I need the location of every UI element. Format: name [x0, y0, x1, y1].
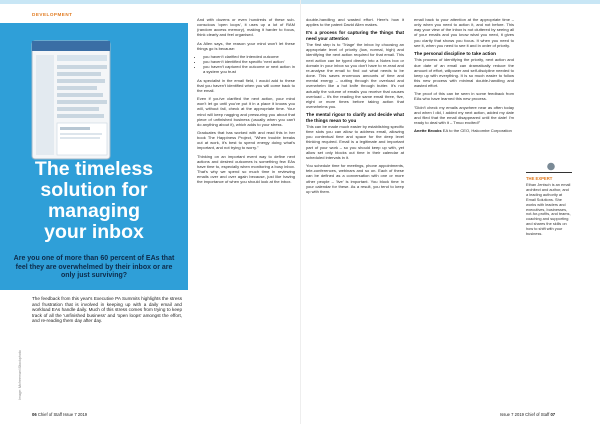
author-photo-icon: [538, 162, 564, 171]
intro-paragraph: The feedback from this year's Executive PA Summits highlights the stress and frustration that is involved in keeping up with a daily email and workload EAs handle daily. Much of this stress comes from trying to keep track of all the 'unfinished business' and 'open loops' amongst the effort, and re-reading them day after day.: [32, 296, 182, 324]
expert-boxout: [526, 172, 572, 261]
paragraph: The proof of this can be seen in some feedback from EAs who have learned this new process.: [414, 91, 514, 102]
section-tag: DEVELOPMENT: [32, 12, 73, 17]
paragraph: As specialist in the email field, I would add to these that you haven't identified when you will come back to the email.: [197, 77, 295, 93]
column-3: [306, 17, 404, 197]
headline-line-1: The timeless: [34, 158, 154, 180]
list-item: • you haven't clarified the intended outcome: [203, 54, 295, 59]
paragraph: Graduates that has worked with and read this in her book The Happiness Project, "When trouble breaks out at work, it's best to spend energy doing what's important, and not trying to worry.": [197, 129, 295, 151]
boxout-body: Ethan Jentsch is an email architect and author, and a leading authority at Email Solutions. She works with leaders and executives, businesses, not-for-profits, and teams, coaching and supporting and shares the skills on how to shift with your business.: [526, 182, 571, 237]
paragraph: As Allen says, the reason your mind won't let these things go is because:: [197, 40, 295, 51]
magazine-name: Chief of Staff: [37, 412, 62, 417]
paragraph: You schedule time for meetings, phone appointments, tele-conferences, webinars and so on. Each of these can be defined as a conversation with one or more other people – 'live' is important. You block time in your calendar for these. As a result, you tend to keep up with them.: [306, 163, 404, 194]
paragraph: The first step is to 'Triage' the inbox by choosing an appropriate level of priority (low, normal, high) and identifying the next action required for that email. This next action can be typed directly into a Notes box or domain in your inbox so you don't have to re-read and re-analyse the email to find out what needs to be done. This saves enormous amounts of time and mental energy – cutting through the overload and overwhelm like a hot knife through butter. It's not actually the volume of emails you receive that causes overload – it's the reading the same email three, five, eight or more times before taking action that overwhelms you.: [306, 42, 404, 109]
magazine-name: Chief of Staff: [525, 412, 550, 417]
paragraph: This process of identifying the priority, next action and due date of an email can dramatically reduce the amount of effort, willpower and self-discipline needed to keep up with everything. It is so much easier to follow this new process with minimal double-handling and wasted effort.: [414, 57, 514, 89]
list-item: • you haven't identified the specific 'next action': [203, 59, 295, 64]
photo-credit: Image: Mcfreeman/iStockphoto: [18, 350, 22, 400]
footer-left: [32, 412, 87, 417]
column-4: [414, 17, 514, 136]
quote: "Didn't check my emails anywhere near as often today and when I did, I added my next action, added my date and filed that the email disappeared until the date! I'm ready to deal with it – Tmuo excited!": [414, 104, 514, 126]
paragraph: This can be made much easier by establishing specific time slots you can allow to address email, allowing you contextual time and space for the deep level thinking required. Email is a legitimate and important part of your work – so you should keep up with, yet allow set only blocks out time in their calendar at scheduled intervals in it.: [306, 123, 404, 160]
paragraph: email back to your attention at the appropriate time – only when you need to action it, and not before. This way your view of the inbox is not cluttered by seeing all of your emails and you know what you need, it gives you clarity that shows you focus. It when you need to see it, when you need to see it and in order of priority.: [414, 17, 514, 48]
boxout-heading: THE EXPERT: [526, 176, 553, 181]
paragraph: Thinking on an important event way to define next actions and desired outcomes is something few EAs have time to, especially when monitoring a busy inbox. That's why we spend so much time in reviewing emails over and over again because, just like having the importance of when you should look at the inbox.: [197, 153, 295, 185]
bullet-list: [197, 54, 295, 75]
column-2: [197, 17, 295, 188]
issue-label: Issue 7 2019: [500, 412, 524, 417]
headline-line-3: managing: [47, 200, 141, 222]
paragraph: And with dozens or even hundreds of these sub-conscious 'open loops', it uses up a lot of RAM (random access memory), making it harder to focus, think clearly and feel organised.: [197, 17, 295, 38]
headline: [0, 159, 188, 243]
subheading: It's a process for capturing the things that need your attention: [306, 30, 404, 41]
paragraph: Even if you've clarified the next action, your mind won't let go until you've put it in a place it knows you will, without fail, check at the appropriate time. Your mind will keep nagging and pressuring you about that piece of unfinished business (usually when you can't do anything about it), which adds to your stress.: [197, 96, 295, 127]
list-item: • you haven't captured the outcome or next action in a system you trust: [203, 64, 295, 74]
quote-author: Anette Brooks: [414, 128, 442, 134]
column-1: [32, 296, 182, 327]
hero-panel: [0, 23, 188, 290]
quote-role: EA to the CEO, Halcombe Corporation: [442, 128, 512, 134]
page-gutter: [300, 0, 301, 424]
subheading: The personal discipline to take action: [414, 50, 496, 56]
headline-line-2: solution for: [40, 179, 148, 201]
footer-right: [500, 412, 555, 417]
paragraph: double-handling and wasted effort. Here's how it applies to the patent David Allen makes.: [306, 17, 404, 28]
subheading: The mental rigour to clarify and decide what the things mean to you: [306, 112, 404, 123]
page-number: 07: [550, 412, 556, 417]
headline-line-4: your inbox: [44, 221, 144, 243]
inbox-illustration-icon: [30, 39, 112, 161]
page-number: 06: [32, 412, 37, 417]
issue-label: Issue 7 2019: [63, 412, 88, 417]
standfirst: Are you one of more than 60 percent of EAs that feel they are overwhelmed by their inbox or are only just surviving?: [13, 255, 175, 279]
